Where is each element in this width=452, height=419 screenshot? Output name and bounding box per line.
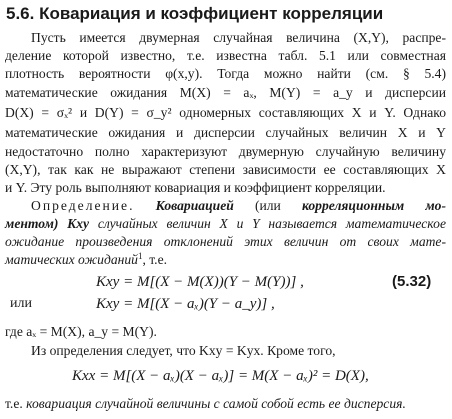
paragraph-line: [5, 161, 446, 179]
text-span: и Y. Эту роль выполняют ковариация и коэффициент корреляции.: [5, 180, 386, 195]
text-span: плотность вероятности φ(x,y). Тогда можно найти (см. § 5.4): [5, 66, 446, 81]
text-span: т.е.: [5, 396, 23, 411]
definition-line: [5, 215, 446, 233]
text-span: ожидание произведения отклонений этих величин от своих мате-: [5, 234, 446, 249]
paragraph-line: [5, 84, 446, 102]
text-span: (X,Y), так как не выражают степени зависимости ее составляющих X: [5, 162, 446, 177]
paragraph-line: [5, 143, 446, 161]
text-span: математические ожидания M(X) = aₓ, M(Y) = a_y и дисперсии: [5, 85, 446, 100]
paragraph-line: [5, 124, 446, 142]
text-span: математические ожидания и дисперсии случайных величин X и Y: [5, 125, 446, 140]
conclusion-text: ковариация случайной величины с самой собой есть ее дисперсия.: [26, 396, 406, 411]
definition-line: [5, 233, 446, 251]
text-span: (или: [254, 198, 281, 213]
text-span: недостаточно полно характеризуют двумерную случайную величину: [5, 144, 446, 159]
or-label: или: [10, 296, 32, 311]
conclusion-line: [5, 395, 446, 413]
equation-self-covariance: Kxx = M[(X − aₓ)(X − aₓ)] = M(X − aₓ)² = D(X),: [72, 368, 369, 384]
term-correlation-moment: корреляционным мо-: [302, 198, 446, 213]
section-heading: 5.6. Ковариация и коэффициент корреляции: [6, 4, 384, 23]
symmetry-line: Из определения следует, что Kxy = Kyx. Кроме того,: [31, 343, 336, 358]
term-correlation-moment-end: ментом): [5, 216, 59, 231]
paragraph-line: [5, 29, 446, 47]
equation-covariance-alt: Kxy = M[(X − aₓ)(Y − a_y)] ,: [96, 296, 275, 312]
paragraph-line: [5, 47, 446, 65]
covariance-symbol: Kxy: [67, 216, 90, 231]
text-span: случайных величин X и Y называется математическое: [97, 216, 446, 231]
definition-lead: Определение.: [31, 198, 135, 213]
text-span: D(X) = σₓ² и D(Y) = σ_y² одномерных составляющих X и Y. Однако: [5, 105, 446, 120]
text-span: деление которой известно, т.е. известна табл. 5.1 или совместная: [5, 48, 446, 63]
definition-line: [5, 251, 446, 269]
paragraph-line: [5, 65, 446, 83]
footnote-marker: 1: [137, 251, 143, 261]
text-span: матических ожиданий: [5, 252, 138, 267]
equation-number: (5.32): [392, 273, 432, 290]
text-span: Пусть имеется двумерная случайная величина (X,Y), распре-: [31, 30, 446, 45]
text-span: , т.е.: [142, 252, 168, 267]
where-line: где aₓ = M(X), a_y = M(Y).: [5, 324, 157, 339]
paragraph-line: [5, 104, 446, 122]
term-covariance: Ковариацией: [155, 198, 234, 213]
paragraph-line: [5, 179, 446, 197]
equation-covariance: Kxy = M[(X − M(X))(Y − M(Y))] ,: [96, 274, 304, 290]
definition-line: [5, 197, 446, 215]
